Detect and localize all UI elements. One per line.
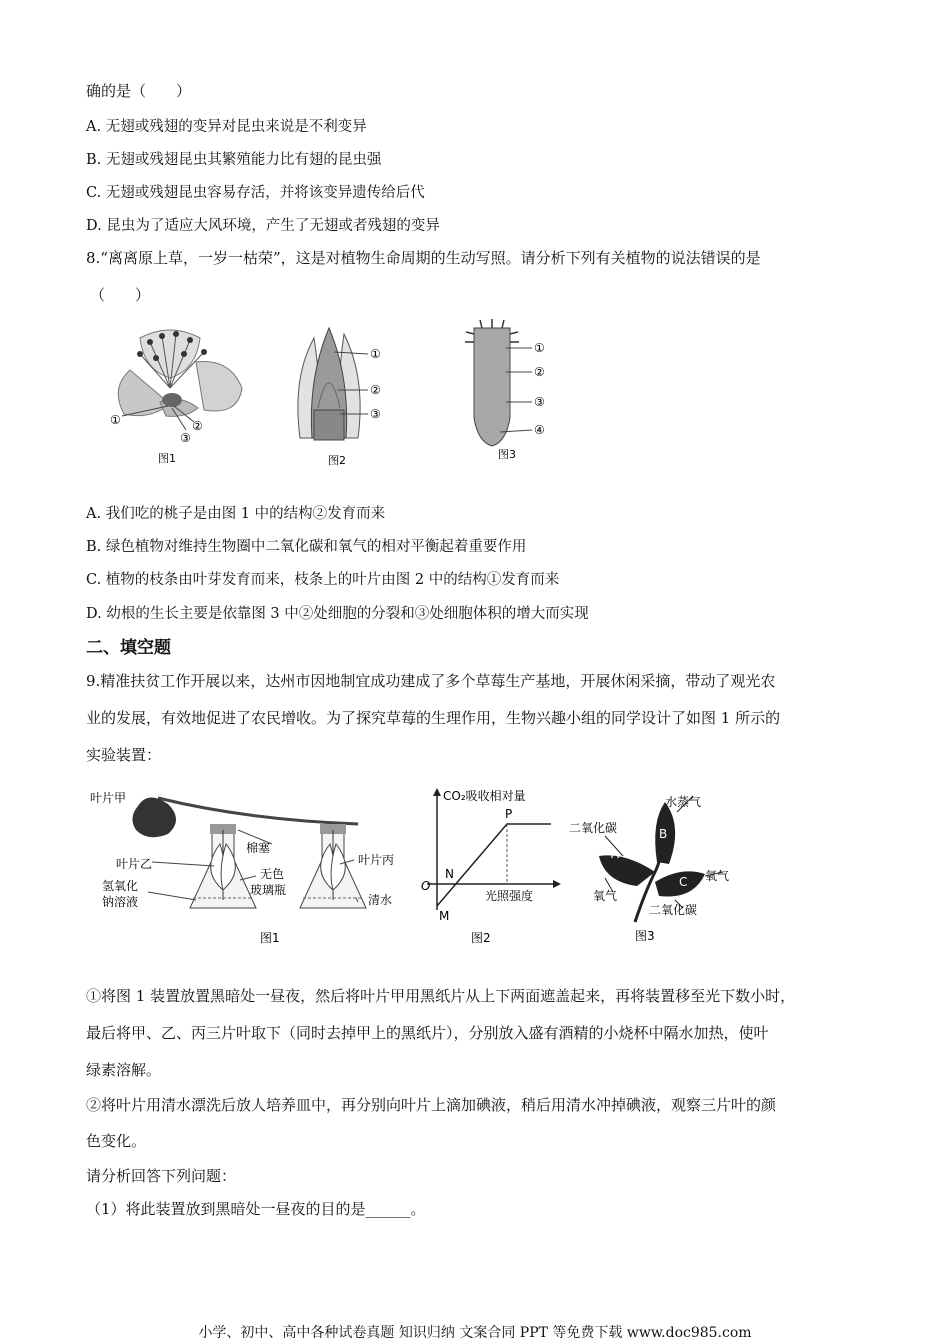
fig2-point-p: P <box>505 807 513 821</box>
fig-label-glass-1: 无色 <box>260 867 285 881</box>
fig3-co2-top: 二氧化碳 <box>569 821 618 835</box>
fig2-origin: O <box>421 879 431 893</box>
q9-stem-line-1: 9.精准扶贫工作开展以来，达州市因地制宜成功建成了多个草莓生产基地，开展休闲采摘，带动了观光农 <box>86 672 776 690</box>
page-footer: 小学、初中、高中各种试卷真题 知识归纳 文案合同 PPT 等免费下载 www.doc985.com <box>198 1325 752 1341</box>
q7-option-c: C. 无翅或残翅昆虫容易存活，并将该变异遗传给后代 <box>86 185 425 201</box>
fig3-o2-right: 氧气 <box>705 869 730 883</box>
fig1-label-1: ① <box>110 413 121 427</box>
q8-fig2-bud <box>282 318 412 470</box>
fig3-caption: 图3 <box>498 448 516 461</box>
q9-step-line-1: ①将图 1 装置放置黑暗处一昼夜，然后将叶片甲用黑纸片从上下两面遮盖起来，再将装置移至光下数小时， <box>86 987 796 1005</box>
q8-fig1-flower <box>100 318 260 470</box>
q9-stem-line-2: 业的发展，有效地促进了农民增收。为了探究草莓的生理作用，生物兴趣小组的同学设计了如图 1 所示的 <box>86 709 781 727</box>
fig3-vapor: 水蒸气 <box>665 795 702 809</box>
q9-prompt: 请分析回答下列问题： <box>86 1167 237 1185</box>
q9-step-line-2: 最后将甲、乙、丙三片叶取下（同时去掉甲上的黑纸片），分别放入盛有酒精的小烧杯中隔水加热，使叶 <box>86 1024 769 1042</box>
fig-label-glass-2: 玻璃瓶 <box>250 883 287 897</box>
q8-paren: （ ） <box>90 286 151 304</box>
fig3-label-4: ④ <box>534 423 545 437</box>
q9-fig2-caption: 图2 <box>471 931 491 945</box>
fig2-label-3: ③ <box>370 407 381 421</box>
fig2-label-2: ② <box>370 383 381 397</box>
fig3-co2-bottom: 二氧化碳 <box>649 903 698 917</box>
fig3-label-1: ① <box>534 341 545 355</box>
q9-fig2-graph <box>415 784 565 950</box>
fig-label-naoh-1: 氢氧化 <box>102 879 139 893</box>
fig2-point-n: N <box>445 867 454 881</box>
fig3-leaf-b: B <box>659 827 668 841</box>
fig3-label-2: ② <box>534 365 545 379</box>
q8-option-d: D. 幼根的生长主要是依靠图 3 中②处细胞的分裂和③处细胞体积的增大而实现 <box>86 606 589 622</box>
fig2-caption: 图2 <box>328 454 346 467</box>
section-title: 二、填空题 <box>86 638 171 658</box>
fig1-label-2: ② <box>192 419 203 433</box>
fig2-label-1: ① <box>370 347 381 361</box>
q7-option-a: A. 无翅或残翅的变异对昆虫来说是不利变异 <box>86 119 367 135</box>
fig-label-leaf-b: 叶片乙 <box>116 857 153 871</box>
fig-label-leaf-a: 叶片甲 <box>90 791 127 805</box>
q8-fig3-root <box>460 318 570 466</box>
fig2-x-label: 光照强度 <box>485 889 534 903</box>
q8-option-b: B. 绿色植物对维持生物圈中二氧化碳和氧气的相对平衡起着重要作用 <box>86 539 527 555</box>
fig2-y-label: CO₂吸收相对量 <box>443 789 526 803</box>
fig-label-cotton: 棉塞 <box>246 841 271 855</box>
fig3-o2-left: 氧气 <box>593 889 618 903</box>
q9-sub-question-1: （1）将此装置放到黑暗处一昼夜的目的是______。 <box>86 1200 426 1218</box>
q7-stem-tail: 确的是（ ） <box>86 82 192 100</box>
fig3-label-3: ③ <box>534 395 545 409</box>
q8-option-c: C. 植物的枝条由叶芽发育而来，枝条上的叶片由图 2 中的结构①发育而来 <box>86 572 560 588</box>
q9-stem-line-3: 实验装置： <box>86 746 162 764</box>
q9-step-line-5: 色变化。 <box>86 1132 147 1150</box>
q7-option-d: D. 昆虫为了适应大风环境，产生了无翅或者残翅的变异 <box>86 218 440 234</box>
fig-label-water: 清水 <box>368 893 393 907</box>
q8-stem: 8.“离离原上草，一岁一枯荣”，这是对植物生命周期的生动写照。请分析下列有关植物的说法错误的是 <box>86 249 761 267</box>
q9-fig3-leaves <box>565 782 755 950</box>
q9-step-line-3: 绿素溶解。 <box>86 1061 162 1079</box>
q9-step-line-4: ②将叶片用清水漂洗后放人培养皿中，再分别向叶片上滴加碘液，稍后用清水冲掉碘液，观察三片叶的颜 <box>86 1096 777 1114</box>
fig-label-leaf-c: 叶片丙 <box>358 853 395 867</box>
q8-option-a: A. 我们吃的桃子是由图 1 中的结构②发育而来 <box>86 506 386 522</box>
q9-fig1-caption: 图1 <box>260 931 280 945</box>
fig1-label-3: ③ <box>180 431 191 445</box>
fig-label-naoh-2: 钠溶液 <box>102 895 139 909</box>
q9-fig3-caption: 图3 <box>635 929 655 943</box>
q9-fig1-apparatus <box>88 780 408 950</box>
q7-option-b: B. 无翅或残翅昆虫其繁殖能力比有翅的昆虫强 <box>86 152 382 168</box>
fig3-leaf-c: C <box>679 875 688 889</box>
fig3-leaf-a: A <box>611 847 620 861</box>
fig2-point-m: M <box>439 909 450 923</box>
fig1-caption: 图1 <box>158 452 176 465</box>
